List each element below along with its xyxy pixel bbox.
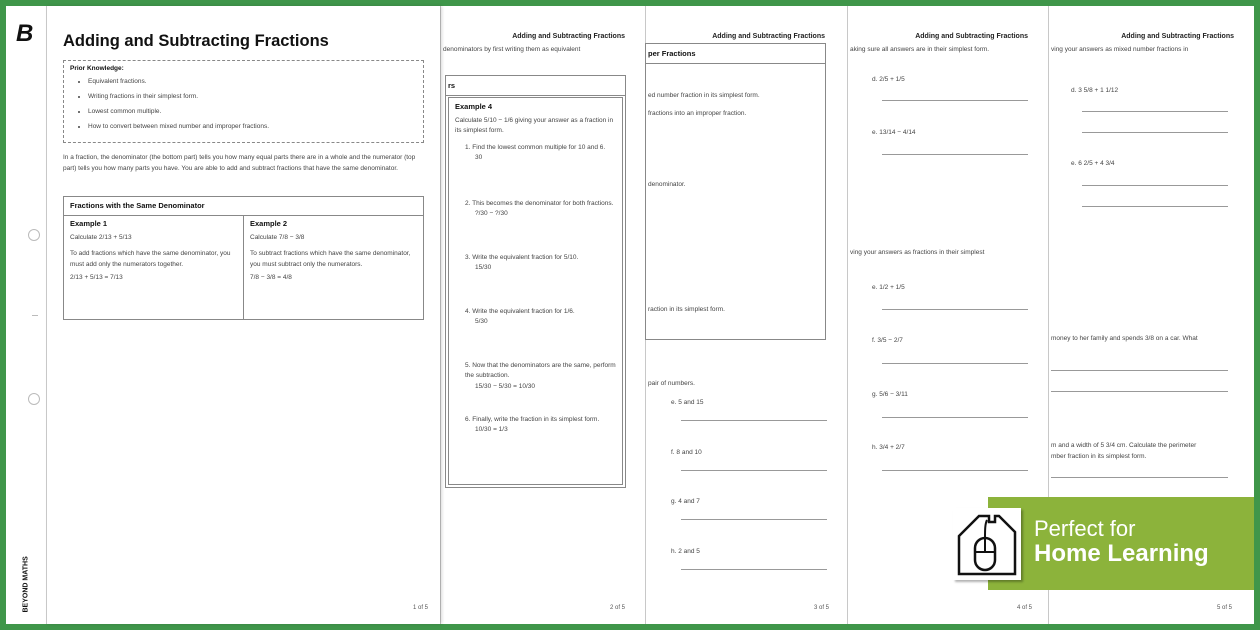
binder-mark bbox=[32, 315, 38, 316]
method-step bbox=[455, 415, 616, 469]
example-question: Calculate 2/13 + 5/13 bbox=[70, 234, 132, 241]
brand-name: BEYOND MATHS bbox=[22, 556, 30, 613]
step-working: 30 bbox=[475, 154, 483, 162]
question-item: g. 4 and 7 bbox=[671, 498, 700, 505]
page-number: 4 of 5 bbox=[1016, 605, 1032, 611]
instruction-text: ving your answers as fractions in their simplest bbox=[850, 249, 985, 256]
example-question: Calculate 7/8 − 3/8 bbox=[250, 234, 305, 241]
word-problem: mber fraction in its simplest form. bbox=[1051, 453, 1147, 460]
example-answer: 2/13 + 5/13 = 7/13 bbox=[70, 274, 123, 282]
method-step bbox=[455, 307, 616, 361]
question-item: e. 6 2/5 + 4 3/4 bbox=[1071, 160, 1115, 167]
step-working: 5/30 bbox=[475, 318, 488, 326]
answer-line bbox=[882, 100, 1028, 101]
answer-line bbox=[1051, 477, 1228, 478]
page-1 bbox=[46, 6, 440, 624]
method-box bbox=[645, 43, 826, 340]
answer-line bbox=[681, 420, 827, 421]
box-title: per Fractions bbox=[648, 49, 696, 58]
page-header: Adding and Subtracting Fractions bbox=[915, 33, 1028, 40]
step-working: 15/30 bbox=[475, 264, 492, 272]
method-text: raction in its simplest form. bbox=[648, 306, 725, 313]
prior-knowledge-item: • Writing fractions in their simplest form. bbox=[88, 89, 417, 104]
step-text: 2. This becomes the denominator for both fractions. bbox=[465, 199, 614, 207]
example-explanation: To add fractions which have the same denominator, you must add only the numerators together. bbox=[70, 250, 231, 269]
step-working: 15/30 − 5/30 = 10/30 bbox=[475, 382, 535, 390]
page-header: Adding and Subtracting Fractions bbox=[712, 33, 825, 40]
badge-line-2: Home Learning bbox=[1034, 540, 1209, 567]
instruction-text: aking sure all answers are in their simplest form. bbox=[850, 46, 990, 53]
answer-line bbox=[1082, 185, 1228, 186]
example-question: Calculate 5/10 − 1/6 giving your answer as a fraction in its simplest form. bbox=[455, 117, 614, 135]
step-text: 3. Write the equivalent fraction for 5/10. bbox=[465, 253, 579, 261]
question-item: h. 3/4 + 2/7 bbox=[872, 444, 905, 451]
step-working: 10/30 = 1/3 bbox=[475, 426, 508, 434]
step-text: 6. Finally, write the fraction in its simplest form. bbox=[465, 415, 600, 423]
step-text: 1. Find the lowest common multiple for 10 and 6. bbox=[465, 143, 606, 151]
question-item: h. 2 and 5 bbox=[671, 548, 700, 555]
method-step bbox=[455, 143, 616, 199]
question-item: f. 3/5 − 2/7 bbox=[872, 337, 903, 344]
step-text: 5. Now that the denominators are the same, perform the subtraction. bbox=[465, 361, 616, 380]
answer-line bbox=[882, 470, 1028, 471]
page-number: 3 of 5 bbox=[813, 605, 829, 611]
question-item: e. 13/14 − 4/14 bbox=[872, 129, 916, 136]
page-title: Adding and Subtracting Fractions bbox=[63, 32, 329, 50]
binder-strip bbox=[6, 6, 46, 624]
answer-line bbox=[882, 309, 1028, 310]
question-item: d. 2/5 + 1/5 bbox=[872, 76, 905, 83]
section-title: Fractions with the Same Denominator bbox=[70, 201, 205, 210]
prior-knowledge-item: • Lowest common multiple. bbox=[88, 104, 417, 119]
example-4 bbox=[448, 97, 623, 485]
prior-knowledge-box bbox=[63, 60, 424, 143]
answer-line bbox=[681, 569, 827, 570]
binder-hole-icon bbox=[28, 229, 40, 241]
answer-line bbox=[1082, 111, 1228, 112]
answer-line bbox=[882, 363, 1028, 364]
example-title: Example 2 bbox=[250, 219, 288, 228]
answer-line bbox=[1051, 370, 1228, 371]
method-step bbox=[455, 361, 616, 415]
prior-knowledge-title: Prior Knowledge: bbox=[70, 65, 124, 72]
example-answer: 7/8 − 3/8 = 4/8 bbox=[250, 274, 292, 282]
box-title: rs bbox=[448, 81, 456, 90]
page-header: Adding and Subtracting Fractions bbox=[512, 33, 625, 40]
page-number: 5 of 5 bbox=[1216, 605, 1232, 611]
method-step bbox=[455, 199, 616, 253]
example-explanation: To subtract fractions which have the same denominator, you must subtract only the numerators. bbox=[250, 250, 411, 269]
question-item: e. 1/2 + 1/5 bbox=[872, 284, 905, 291]
home-mouse-icon bbox=[953, 508, 1021, 580]
home-learning-badge bbox=[988, 497, 1254, 590]
question-item: f. 8 and 10 bbox=[671, 449, 702, 456]
answer-line bbox=[882, 154, 1028, 155]
answer-line bbox=[1051, 391, 1228, 392]
prior-knowledge-item: • How to convert between mixed number and improper fractions. bbox=[88, 119, 417, 134]
same-denominator-box bbox=[63, 196, 424, 320]
method-text: denominator. bbox=[648, 181, 686, 188]
badge-line-1: Perfect for bbox=[1034, 516, 1136, 541]
binder-hole-icon bbox=[28, 393, 40, 405]
example-1 bbox=[70, 219, 238, 281]
page-number: 1 of 5 bbox=[412, 605, 428, 611]
answer-line bbox=[1082, 206, 1228, 207]
question-item: g. 5/6 − 3/11 bbox=[872, 391, 908, 398]
example-2 bbox=[250, 219, 418, 281]
brand-logo: B bbox=[16, 20, 34, 47]
method-step bbox=[455, 253, 616, 307]
answer-line bbox=[882, 417, 1028, 418]
page-number: 2 of 5 bbox=[609, 605, 625, 611]
instruction-text: ving your answers as mixed number fractions in bbox=[1051, 46, 1189, 53]
page-header: Adding and Subtracting Fractions bbox=[1121, 33, 1234, 40]
question-item: d. 3 5/8 + 1 1/12 bbox=[1071, 87, 1119, 94]
step-working: ?/30 − ?/30 bbox=[475, 210, 508, 218]
instruction-text: denominators by first writing them as equivalent bbox=[443, 46, 581, 53]
example-title: Example 4 bbox=[455, 102, 493, 111]
instruction-text: pair of numbers. bbox=[648, 380, 695, 387]
answer-line bbox=[681, 519, 827, 520]
step-text: 4. Write the equivalent fraction for 1/6. bbox=[465, 307, 575, 315]
method-box bbox=[445, 75, 626, 488]
page-3 bbox=[645, 6, 847, 624]
word-problem: m and a width of 5 3/4 cm. Calculate the perimeter bbox=[1051, 442, 1197, 449]
intro-paragraph: In a fraction, the denominator (the bottom part) tells you how many equal parts there are in a whole and the numerator (top part) tells you how many parts you have. You are able to add and subtract fractions that have the same denominator. bbox=[63, 154, 416, 173]
example-title: Example 1 bbox=[70, 219, 108, 228]
answer-line bbox=[1082, 132, 1228, 133]
word-problem: money to her family and spends 3/8 on a car. What bbox=[1051, 335, 1198, 342]
prior-knowledge-item: • Equivalent fractions. bbox=[88, 74, 417, 89]
question-item: e. 5 and 15 bbox=[671, 399, 704, 406]
page-2 bbox=[440, 6, 645, 624]
answer-line bbox=[681, 470, 827, 471]
method-text: fractions into an improper fraction. bbox=[648, 110, 747, 117]
method-text: ed number fraction in its simplest form. bbox=[648, 92, 760, 99]
